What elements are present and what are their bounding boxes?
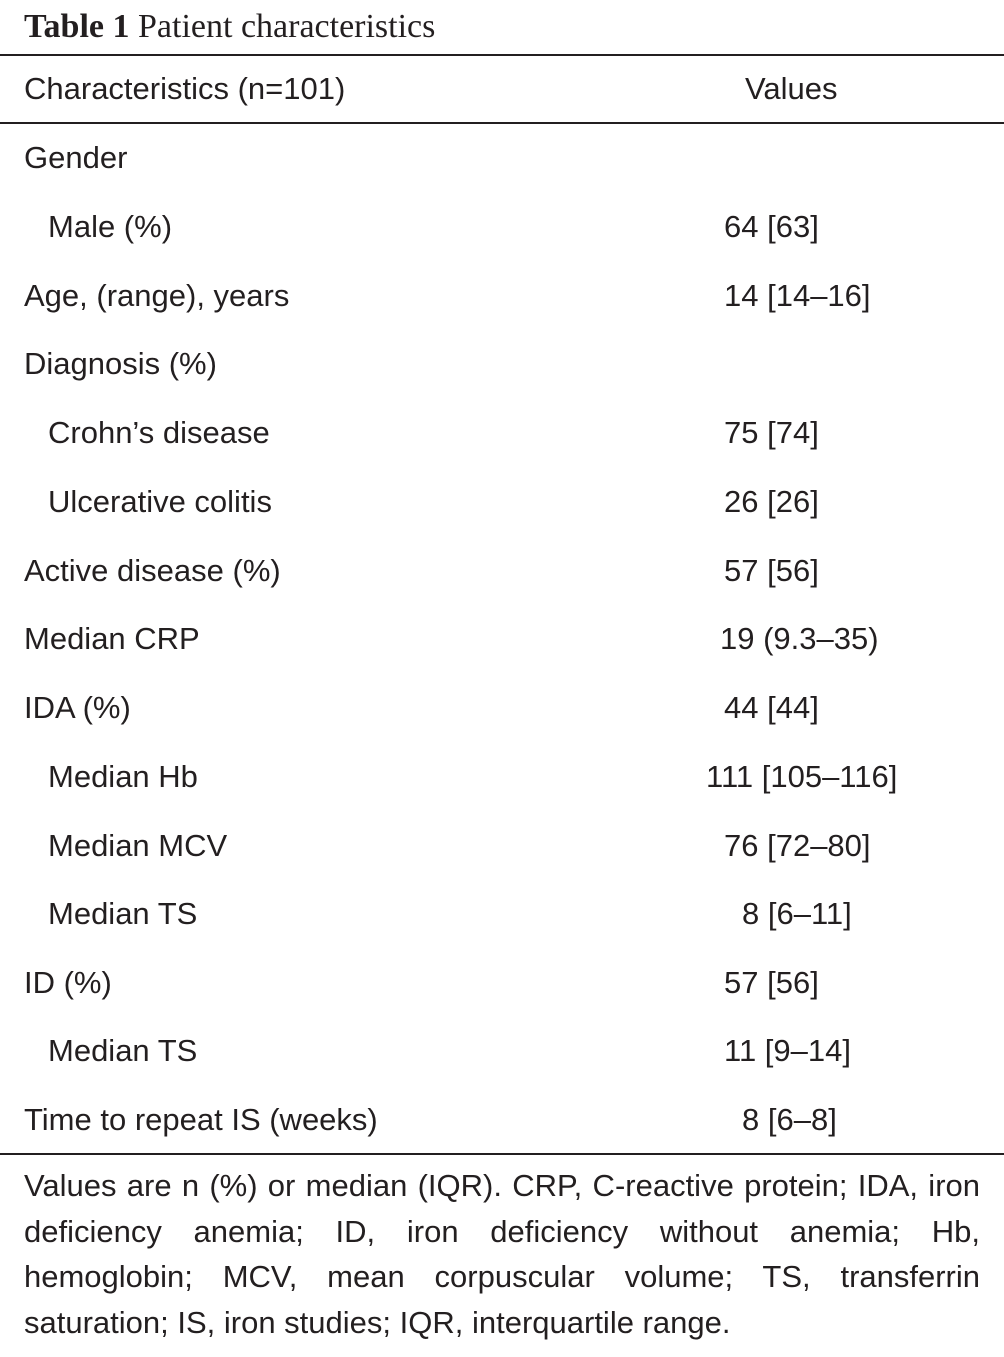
row-label-gender: Gender [24,140,128,175]
row-label-time-to-repeat-is: Time to repeat IS (weeks) [24,1102,378,1137]
row-value-ulcerative-colitis: 26 [26] [724,484,819,519]
row-value-median-ts-ida: 8 [6–11] [742,896,852,931]
row-value-time-to-repeat-is: 8 [6–8] [742,1102,837,1137]
row-label-median-crp: Median CRP [24,621,200,656]
row-label-active-disease: Active disease (%) [24,553,281,588]
row-label-ida: IDA (%) [24,690,131,725]
row-label-male: Male (%) [48,209,173,244]
row-label-median-hb: Median Hb [48,759,198,794]
row-value-male: 64 [63] [724,209,819,244]
row-label-median-mcv: Median MCV [48,828,228,863]
row-label-id: ID (%) [24,965,112,1000]
table-caption [24,6,435,48]
top-rule [0,54,1004,56]
row-value-crohns: 75 [74] [724,415,819,450]
row-label-age: Age, (range), years [24,278,290,313]
row-value-median-hb: 111 [105–116] [706,759,898,794]
header-characteristics: Characteristics (n=101) [24,71,346,106]
row-value-median-mcv: 76 [72–80] [724,828,871,863]
table-footnote: Values are n (%) or median (IQR). CRP, C-reactive protein; IDA, iron deficiency anemia; ID, iron deficiency without anemia; Hb, hemoglobin; MCV, mean corpuscular volume; TS, transferrin saturation; IS, iron studies; IQR, interquartile range. [24,1168,980,1340]
row-label-median-ts-id: Median TS [48,1033,198,1068]
row-label-diagnosis: Diagnosis (%) [24,346,217,381]
table-caption-label: Table 1 [24,8,130,45]
bottom-rule [0,1153,1004,1155]
row-value-id: 57 [56] [724,965,819,1000]
row-label-ulcerative-colitis: Ulcerative colitis [48,484,272,519]
row-value-median-ts-id: 11 [9–14] [724,1033,851,1068]
row-label-median-ts-ida: Median TS [48,896,198,931]
header-rule [0,122,1004,124]
row-value-ida: 44 [44] [724,690,819,725]
row-value-age: 14 [14–16] [724,278,871,313]
header-values: Values [745,71,838,106]
row-label-crohns: Crohn’s disease [48,415,270,450]
row-value-median-crp: 19 (9.3–35) [720,621,879,656]
row-value-active-disease: 57 [56] [724,553,819,588]
table-caption-title: Patient characteristics [138,8,436,45]
